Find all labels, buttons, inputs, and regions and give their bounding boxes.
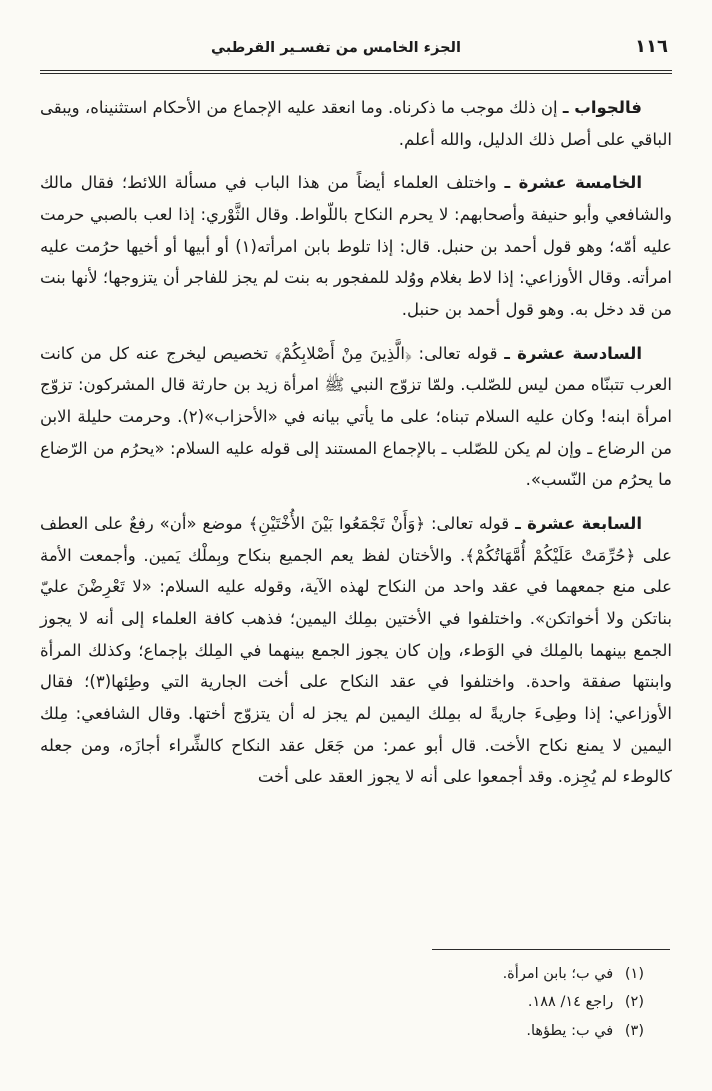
footnotes-section xyxy=(40,949,672,1045)
paragraph-text: قوله تعالى: ﴿الَّذِينَ مِنْ أَصْلابِكُمْ﴾ تخصيص ليخرج عنه كل من كانت العرب تتبنّاه ممن ليس للصّلب. ولمّا تزوّج النبي ﷺ امرأة زيد بن حارثة قال المشركون: تزوّج امرأة ابنه! وكان عليه السلام تبناه؛ على ما يأتي بيانه في «الأحزاب»(٢). وحرمت حليلة الابن من الرضاع ـ وإن لم يكن للصّلب ـ بالإجماع المستند إلى قوله عليه السلام: «يحرُم من الرّضاع ما يحرُم من النّسب». xyxy=(40,343,673,490)
paragraph-seventeenth xyxy=(40,508,672,793)
paragraph-lead: السابعة عشرة ـ xyxy=(515,514,642,534)
paragraph-lead: الخامسة عشرة ـ xyxy=(504,173,642,193)
paragraph-answer xyxy=(40,92,672,155)
footnote-marker: (٢) xyxy=(624,994,644,1011)
footnote-item xyxy=(40,1017,672,1045)
paragraph-lead: فالجواب ـ xyxy=(562,98,642,117)
header-title: الجزء الخامس من تفسـير القرطبي xyxy=(211,40,461,56)
footnote-marker: (٣) xyxy=(624,1022,644,1039)
footnote-separator xyxy=(432,949,670,950)
footnote-text: في ب: يطؤها. xyxy=(526,1022,614,1039)
footnote-text: في ب؛ بابن امرأة. xyxy=(502,966,614,983)
paragraph-sixteenth xyxy=(40,338,672,496)
paragraph-text: واختلف العلماء أيضاً من هذا الباب في مسألة اللائط؛ فقال مالك والشافعي وأبو حنيفة وأصحابهم: لا يحرم النكاح باللّواط. وقال الثَّوْري: إذا لعب بالصبي حرمت عليه أمّه؛ وهو قول أحمد بن حنبل. قال: إذا تلوط بابن امرأته(١) أو أبيها أو أخيها حرُمت عليه امرأته. وقال الأوزاعي: إذا لاط بغلام ووُلد للمفجور به بنت لم يجز للفاجر أن يتزوجها؛ لأنها بنت من قد دخل به. وهو قول أحمد بن حنبل. xyxy=(40,173,672,320)
footnote-item xyxy=(40,960,672,988)
paragraph-fifteenth xyxy=(40,167,672,325)
page-header xyxy=(40,36,672,66)
footnote-item xyxy=(40,988,672,1016)
footnote-marker: (١) xyxy=(624,966,644,983)
footnote-text: راجع ١٤/ ١٨٨. xyxy=(527,994,614,1011)
page-number: ١١٦ xyxy=(635,36,668,57)
body-text xyxy=(40,74,672,805)
paragraph-lead: السادسة عشرة ـ xyxy=(504,343,642,363)
paragraph-text: إن ذلك موجب ما ذكرناه. وما انعقد عليه الإجماع من الأحكام استثنيناه، ويبقى الباقي على أصل ذلك الدليل، والله أعلم. xyxy=(40,98,672,149)
paragraph-text: قوله تعالى: ﴿وَأَنْ تَجْمَعُوا بَيْنَ الأُخْتَيْنِ﴾ موضع «أن» رفعٌ على العطف على ﴿حُرِّمَتْ عَلَيْكُمْ أُمَّهَاتُكُمْ﴾. والأختان لفظ يعم الجميع بنكاح وبِملْك يَمين. وأجمعت الأمة على منع جمعهما في عقد واحد من النكاح لهذه الآية، وقوله عليه السلام: «لا تَعْرِضْنَ عليّ بناتكن ولا أخواتكن». واختلفوا في الأختين بمِلك اليمين؛ فذهب كافة العلماء إلى أنه لا يجوز الجمع بينهما بالمِلك في الوَطء، وإن كان يجوز الجمع بينهما في المِلك بإجماع؛ وكذلك المرأة وابنتها صفقة واحدة. واختلفوا في عقد النكاح على أخت الجارية التي وطِئها(٣)؛ فقال الأوزاعي: إذا وطِىءَ جاريةً له بمِلك اليمين لم يجز له أن يتزوّج أختها. وقال الشافعي: مِلك اليمين لا يمنع نكاح الأخت. قال أبو عمر: من جَعَل عقد النكاح كالشِّراء أجازَه، ومن جعله كالوطء لم يُجِزه. وقد أجمعوا على أنه لا يجوز العقد على أخت xyxy=(40,514,672,787)
